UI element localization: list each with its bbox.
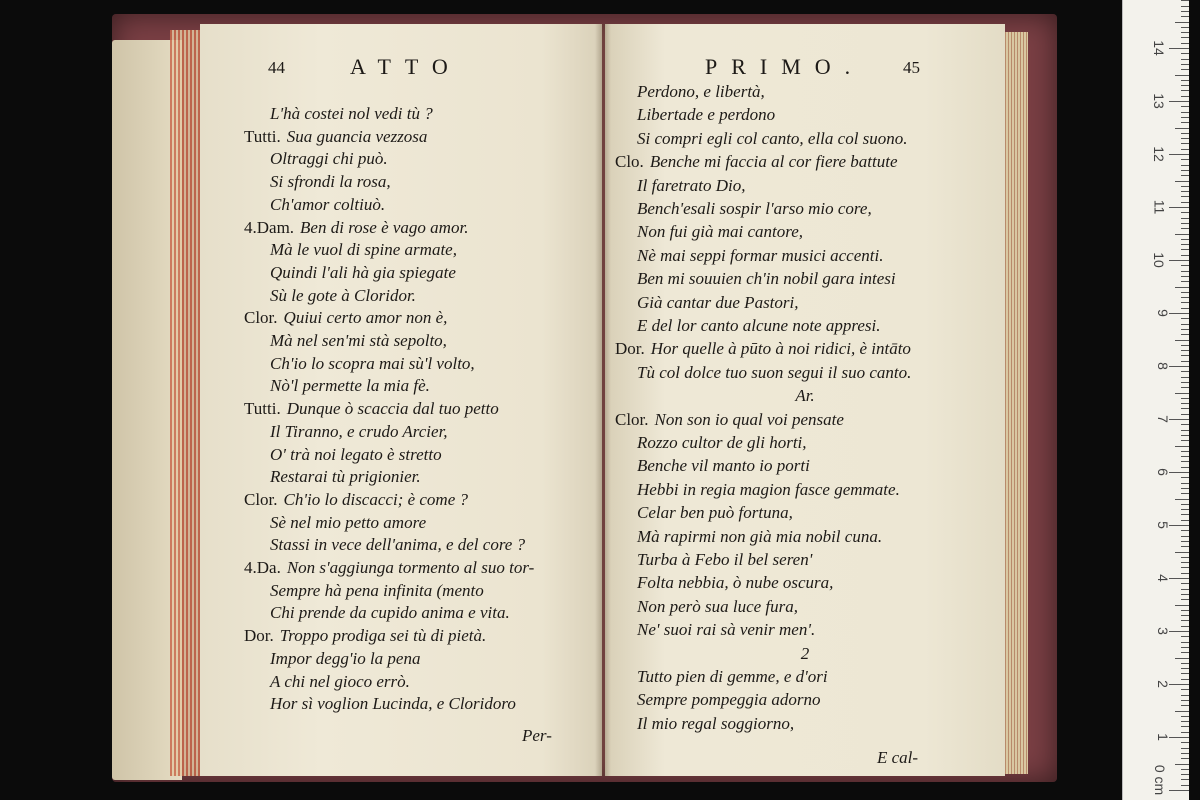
ruler-tick [1181,244,1189,245]
ruler-tick [1181,414,1189,415]
ruler-tick [1181,652,1189,653]
line-text: E del lor canto alcune note appresi. [637,316,881,335]
ruler-tick [1169,313,1189,314]
ruler-tick [1181,514,1189,515]
text-line [605,384,1005,407]
ruler-tick [1175,393,1189,394]
ruler-tick [1181,6,1189,7]
ruler-tick [1181,133,1189,134]
ruler-tick [1175,287,1189,288]
text-line [270,238,457,261]
line-text: Si sfrondi la rosa, [270,172,391,192]
ruler-tick [1175,340,1189,341]
speaker-label: Clor. [615,409,649,429]
ruler-tick [1181,281,1189,282]
ruler-tick [1181,705,1189,706]
line-text: Folta nebbia, ò nube oscura, [637,573,834,593]
ruler-tick [1181,355,1189,356]
text-line [637,618,815,641]
ruler-tick [1169,631,1189,632]
ruler-tick [1181,779,1189,780]
text-line [637,244,883,267]
text-line [244,216,468,239]
ruler-tick [1181,461,1189,462]
text-line [615,408,844,431]
ruler-tick [1181,276,1189,277]
ruler-number: 11 [1151,199,1168,215]
ruler-tick [1181,732,1189,733]
page-number-left: 44 [268,58,285,77]
line-text: Quindi l'ali hà gia spiegate [270,262,456,282]
left-page [200,24,602,776]
ruler-tick [1175,499,1189,500]
ruler-tick [1181,371,1189,372]
ruler-tick [1169,48,1189,49]
ruler-tick [1169,472,1189,473]
ruler-tick [1181,753,1189,754]
right-page [605,24,1005,776]
ruler-tick [1181,689,1189,690]
ruler-tick [1181,530,1189,531]
ruler-tick [1181,255,1189,256]
ruler-tick [1181,106,1189,107]
ruler-tick [1169,366,1189,367]
ruler-tick [1181,138,1189,139]
ruler-tick [1181,403,1189,404]
ruler-tick [1175,711,1189,712]
ruler-tick [1181,509,1189,510]
ruler-tick [1181,573,1189,574]
text-line [270,170,391,193]
text-line [270,601,510,624]
ruler-tick [1181,387,1189,388]
ruler-tick [1181,175,1189,176]
ruler-tick [1181,716,1189,717]
line-text: Hor sì voglion Lucinda, e Cloridoro [270,694,516,714]
text-line [270,579,484,602]
text-line [637,103,775,126]
line-text: A chi nel gioco errò. [270,671,410,691]
text-line [270,352,475,375]
ruler-tick [1181,642,1189,643]
text-line [637,127,908,150]
ruler-tick [1181,615,1189,616]
text-line [244,624,486,647]
text-line [637,197,872,220]
ruler-number: 14 [1151,40,1168,56]
ruler-tick [1181,451,1189,452]
text-line [605,642,1005,665]
ruler-tick [1181,143,1189,144]
ruler-tick [1169,684,1189,685]
text-line [270,147,388,170]
line-text: Sua guancia vezzosa [286,126,428,146]
ruler-tick [1169,737,1189,738]
line-text: Ar. [795,386,815,406]
text-line [270,374,430,397]
text-line [270,670,410,693]
ruler-tick [1181,726,1189,727]
ruler-tick [1181,663,1189,664]
line-text: Hor quelle à pūto à noi ridici, è intāto [650,339,911,359]
ruler-tick [1169,101,1189,102]
ruler-tick [1181,53,1189,54]
text-line [637,80,765,103]
line-text: Ben mi souuien ch'in nobil gara intesi [637,269,896,289]
ruler-number: 3 [1155,627,1172,635]
ruler-tick [1181,721,1189,722]
line-text: Sempre hà pena infinita (mento [270,580,484,600]
ruler-tick [1181,748,1189,749]
line-text: Non però sua luce fura, [637,596,799,616]
ruler-tick [1175,446,1189,447]
measuring-ruler [1122,0,1189,800]
line-text: Perdono, e libertà, [637,82,765,101]
ruler-number: 9 [1155,309,1172,317]
line-text: Nè mai seppi formar musici accenti. [637,245,884,265]
ruler-tick [1181,223,1189,224]
ruler-number: 13 [1151,93,1168,109]
text-line [244,556,534,579]
page-number-right: 45 [903,58,920,77]
ruler-tick [1181,557,1189,558]
line-text: Tù col dolce tuo suon segui il suo canto. [637,362,912,382]
text-line [270,647,420,670]
line-text: Ch'io lo scopra mai sù'l volto, [270,353,475,373]
ruler-tick [1181,562,1189,563]
ruler-tick [1175,552,1189,553]
ruler-tick [1181,483,1189,484]
ruler-tick [1181,742,1189,743]
ruler-tick [1181,318,1189,319]
line-text: Rozzo cultor de gli horti, [637,433,807,452]
ruler-tick [1181,32,1189,33]
ruler-tick [1175,764,1189,765]
ruler-tick [1181,292,1189,293]
ruler-tick [1175,181,1189,182]
running-head-right: PRIMO. [705,54,865,79]
ruler-tick [1181,567,1189,568]
ruler-number: 10 [1151,252,1168,268]
speaker-label: Tutti. [244,399,281,419]
line-text: Ben di rose è vago amor. [300,217,469,237]
ruler-tick [1181,424,1189,425]
ruler-tick [1181,679,1189,680]
line-text: Ne' suoi rai sà venir men'. [637,620,816,640]
ruler-tick [1175,658,1189,659]
line-text: Mà nel sen'mi stà sepolto, [270,331,447,350]
text-line [244,397,499,420]
text-line [270,465,421,488]
catchword-right: E cal- [877,748,919,767]
ruler-tick [1181,239,1189,240]
text-line [637,501,793,524]
text-line [637,712,794,735]
ruler-tick [1181,636,1189,637]
ruler-tick [1181,96,1189,97]
ruler-tick [1181,408,1189,409]
ruler-tick [1181,541,1189,542]
ruler-tick [1181,0,1189,1]
ruler-tick [1181,170,1189,171]
line-text: Il faretrato Dio, [637,175,746,195]
ruler-tick [1181,11,1189,12]
text-line [637,291,799,314]
line-text: Chi prende da cupido anima e vita. [270,603,510,623]
line-text: Non fui già mai cantore, [637,222,804,242]
line-text: Oltraggi chi può. [270,149,388,169]
ruler-tick [1181,536,1189,537]
text-line [637,571,833,594]
ruler-tick [1181,202,1189,203]
ruler-tick [1181,345,1189,346]
line-text: Ch'amor coltiuò. [270,194,386,214]
ruler-tick [1181,467,1189,468]
ruler-tick [1181,324,1189,325]
text-line [637,361,911,384]
speaker-label: 4.Da. [244,558,281,577]
text-line [270,511,426,534]
ruler-tick [1169,578,1189,579]
ruler-tick [1181,774,1189,775]
line-text: Stassi in vece dell'anima, e del core ? [270,535,526,555]
ruler-tick [1181,218,1189,219]
line-text: Benche mi faccia al cor fiere battute [649,152,898,172]
ruler-tick [1175,75,1189,76]
text-line [270,443,442,466]
line-text: Impor degg'io la pena [270,648,421,668]
ruler-tick [1181,165,1189,166]
catchword-left: Per- [522,726,552,745]
ruler-number: 5 [1155,521,1172,529]
text-line [637,454,810,477]
line-text: Celar ben può fortuna, [637,503,793,523]
ruler-tick [1181,493,1189,494]
line-text: Hebbi in regia magion fasce gemmate. [637,479,900,499]
line-text: Sè nel mio petto amore [270,512,427,532]
ruler-tick [1181,249,1189,250]
ruler-tick [1181,546,1189,547]
ruler-tick [1181,191,1189,192]
ruler-tick [1181,361,1189,362]
ruler-tick [1181,196,1189,197]
line-text: Restarai tù prigionier. [270,467,421,487]
ruler-tick [1181,112,1189,113]
text-line [637,314,880,337]
line-text: Ch'io lo discacci; è come ? [283,489,468,509]
line-text: O' trà noi legato è stretto [270,444,442,464]
text-line [637,548,812,571]
ruler-number: 8 [1155,362,1172,370]
line-text: Nò'l permette la mia fè. [270,376,430,396]
text-line [637,665,828,688]
text-line [637,174,745,197]
ruler-tick [1181,212,1189,213]
ruler-tick [1169,260,1189,261]
ruler-tick [1181,769,1189,770]
ruler-number: 12 [1151,146,1168,162]
speaker-label: Tutti. [244,126,281,146]
text-line [615,337,911,360]
ruler-tick [1181,59,1189,60]
ruler-tick [1181,583,1189,584]
text-line [270,261,456,284]
line-text: Non son io qual voi pensate [654,409,844,429]
text-line [270,692,516,715]
line-text: Non s'aggiunga tormento al suo tor- [286,558,535,577]
line-text: Il Tiranno, e crudo Arcier, [270,421,448,441]
text-line [270,533,525,556]
ruler-tick [1181,16,1189,17]
text-line [270,284,416,307]
ruler-number: 2 [1155,680,1172,688]
ruler-tick [1181,122,1189,123]
ruler-tick [1181,334,1189,335]
ruler-tick [1181,398,1189,399]
ruler-tick [1181,186,1189,187]
ruler-tick [1181,700,1189,701]
text-line [637,267,896,290]
line-text: Tutto pien di gemme, e d'ori [637,667,828,686]
ruler-tick [1175,128,1189,129]
ruler-number: 6 [1155,468,1172,476]
ruler-tick [1181,43,1189,44]
ruler-tick [1181,297,1189,298]
ruler-tick [1181,477,1189,478]
line-text: Il mio regal soggiorno, [637,713,795,733]
ruler-tick [1181,37,1189,38]
speaker-label: 4.Dam. [244,217,295,237]
ruler-tick [1181,673,1189,674]
ruler-tick [1181,85,1189,86]
line-text: Sù le gote à Cloridor. [270,285,416,305]
speaker-label: Clo. [615,152,644,172]
text-line [637,525,882,548]
ruler-tick [1181,758,1189,759]
ruler-tick [1175,22,1189,23]
speaker-label: Dor. [615,339,645,359]
ruler-tick [1181,308,1189,309]
ruler-tick [1181,80,1189,81]
line-text: Mà rapirmi non già mia nobil cuna. [637,526,883,546]
ruler-tick [1181,149,1189,150]
text-line [270,102,433,125]
ruler-tick [1181,695,1189,696]
ruler-tick [1181,430,1189,431]
ruler-number: 7 [1155,415,1172,423]
ruler-tick [1181,488,1189,489]
speaker-label: Clor. [244,308,278,328]
ruler-tick [1181,27,1189,28]
ruler-tick [1181,265,1189,266]
line-text: Troppo prodiga sei tù di pietà. [279,626,487,646]
ruler-tick [1181,520,1189,521]
ruler-tick [1181,64,1189,65]
ruler-tick [1175,605,1189,606]
text-line [615,150,898,173]
ruler-unit-label: 0 cm [1151,764,1168,796]
ruler-tick [1169,790,1189,791]
ruler-tick [1181,117,1189,118]
ruler-tick [1169,419,1189,420]
line-text: Benche vil manto io porti [637,456,810,476]
ruler-tick [1181,228,1189,229]
speaker-label: Dor. [244,626,274,646]
text-line [244,488,468,511]
ruler-tick [1181,504,1189,505]
line-text: Già cantar due Pastori, [637,292,799,312]
ruler-tick [1181,329,1189,330]
line-text: Libertade e perdono [637,105,776,125]
line-text: Dunque ò scaccia dal tuo petto [286,399,499,419]
text-line [637,478,900,501]
text-line [637,688,821,711]
text-line [637,595,798,618]
text-line [270,420,448,443]
ruler-tick [1181,599,1189,600]
text-line [637,220,803,243]
text-line [244,125,427,148]
ruler-tick [1181,647,1189,648]
ruler-tick [1181,159,1189,160]
line-text: Mà le vuol di spine armate, [270,240,457,260]
ruler-tick [1181,785,1189,786]
ruler-tick [1169,154,1189,155]
ruler-tick [1181,435,1189,436]
ruler-tick [1181,382,1189,383]
ruler-tick [1181,271,1189,272]
line-text: 2 [800,643,810,663]
ruler-number: 1 [1155,733,1172,741]
book-gutter [595,24,611,776]
ruler-tick [1181,589,1189,590]
line-text: Sempre pompeggia adorno [637,690,821,710]
line-text: Quiui certo amor non è, [283,308,448,328]
ruler-tick [1181,90,1189,91]
ruler-tick [1181,302,1189,303]
line-text: Bench'esali sospir l'arso mio core, [637,199,872,218]
ruler-tick [1181,594,1189,595]
ruler-tick [1181,377,1189,378]
text-line [270,193,385,216]
ruler-tick [1181,440,1189,441]
ruler-tick [1181,456,1189,457]
ruler-tick [1181,668,1189,669]
line-text: L'hà costei nol vedi tù ? [270,104,433,123]
line-text: Si compri egli col canto, ella col suono. [637,128,908,148]
text-line [244,306,447,329]
ruler-tick [1181,626,1189,627]
text-line [637,431,807,454]
ruler-tick [1181,69,1189,70]
text-line [270,329,447,352]
ruler-number: 4 [1155,574,1172,582]
ruler-tick [1169,207,1189,208]
ruler-tick [1181,350,1189,351]
ruler-tick [1175,234,1189,235]
ruler-tick [1169,525,1189,526]
line-text: Turba à Febo il bel seren' [637,550,813,569]
ruler-tick [1181,620,1189,621]
speaker-label: Clor. [244,489,278,509]
ruler-tick [1181,610,1189,611]
running-head-left: ATTO [350,54,462,79]
